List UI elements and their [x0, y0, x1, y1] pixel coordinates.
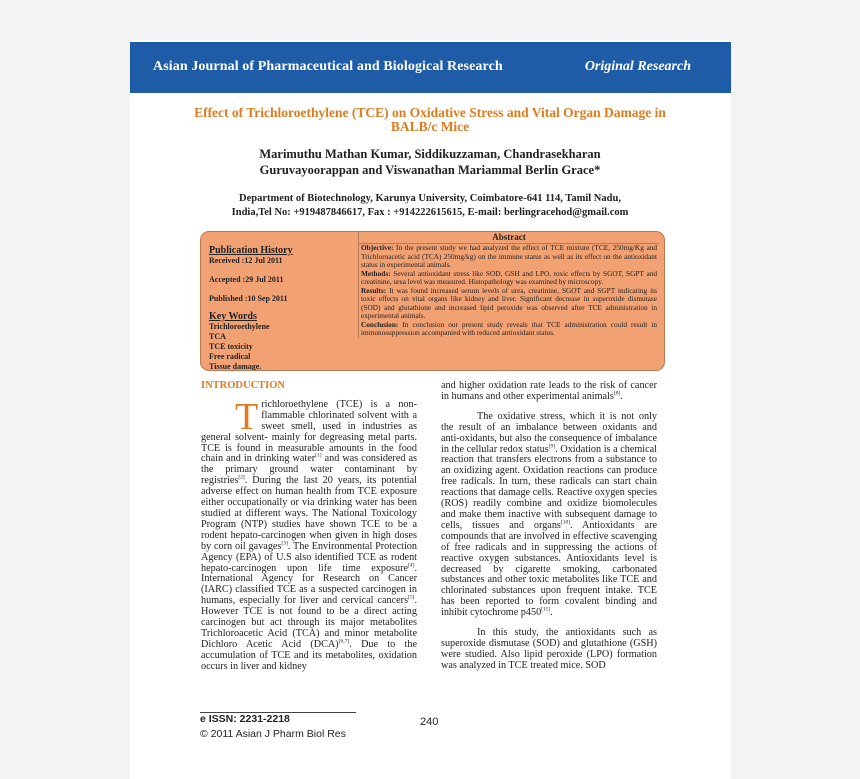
issn: e ISSN: 2231-2218: [200, 713, 290, 725]
journal-page: [130, 40, 731, 779]
affiliation-line-1: Department of Biotechnology, Karunya University, Coimbatore-641 114, Tamil Nadu,: [239, 193, 621, 204]
body-column-left: [201, 381, 417, 673]
abstract-methods: Methods: Several antioxidant stress like SOD, GSH and LPO, toxic effects by SGOT, SGPT and creatinine, urea level was measured. Histopathology was examined by microscopy.: [361, 268, 657, 286]
abstract-text: [358, 232, 659, 338]
abstract-box: [200, 231, 665, 371]
intro-paragraph-1-continued: and higher oxidation rate leads to the risk of cancer in humans and other experimental animals[8].: [441, 380, 657, 402]
intro-paragraph-3: In this study, the antioxidants such as superoxide dismutase (SOD) and glutathione (GSH) were studied. Also lipid peroxide (LPO) formation was analyzed in TCE treated mice. SOD: [441, 627, 657, 671]
affiliation-line-2: India,Tel No: +919487846617, Fax : +914222615615, E-mail: berlingracehod@gmail.com: [231, 207, 629, 218]
affiliation: [170, 192, 690, 220]
intro-paragraph-2: The oxidative stress, which it is not only the result of an imbalance between oxidants and anti-oxidants, but also the consequence of imbalance in the cellular redox status[9]. Oxidation is a chemical reaction that transfers electrons from a substance to an oxidizing agent. Oxidation reactions can produce free radicals. In turn, these radicals can start chain reactions that damage cells. Reactive oxygen species (ROS) readily combine and oxidize biomolecules and make them inactive with subsequent damage to cells, tissues and organs[10]. Antioxidants are compounds that are involved in effective scavenging of free radicals and in suppressing the actions of reactive oxygen substances. Antioxidants level is decreased by cigarette smoking, carbonated substances and other toxic metabolites like TCE and chlorinated substances upon frequent intake. TCE has been reported to form covalent binding and inhibit cytochrome p450[11].: [441, 410, 657, 619]
received-date: Received :12 Jul 2011: [209, 256, 283, 265]
author-list: [170, 146, 690, 178]
publication-history-heading: Publication History: [209, 245, 293, 256]
key-word-item: Tissue damage.: [209, 362, 262, 371]
publication-history: [209, 246, 349, 371]
introduction-heading: INTRODUCTION: [201, 380, 286, 391]
key-word-item: TCE toxicity: [209, 342, 253, 351]
abstract-conclusion: Conclusion: In conclusion our present study reveals that TCE administration could result in immunosuppression accompanied with reduced antioxidant status.: [361, 319, 657, 337]
body-column-right: [441, 381, 657, 672]
abstract-heading: Abstract: [359, 232, 659, 244]
author-line-1: Marimuthu Mathan Kumar, Siddikuzzaman, Chandrasekharan: [259, 147, 601, 161]
abstract-results: Results: It was found increased serum levels of urea, creatinine, SGOT and SGPT indicating its toxic effects on vital organs like kidney and liver. Significant decrease in superoxide dismutase (SOD) and glutathione and increased lipid peroxide was observed after TCE administration in experimental animals.: [361, 285, 657, 320]
key-word-item: TCA: [209, 332, 226, 341]
page-number: 240: [420, 716, 439, 728]
key-word-item: Free radical: [209, 352, 251, 361]
article-title: Effect of Trichloroethylene (TCE) on Oxidative Stress and Vital Organ Damage in BALB/c Mice: [194, 105, 666, 134]
article-type-badge: Original Research: [584, 59, 691, 74]
abstract-objective: Objective: In the present study we had analyzed the effect of TCE mixture (TCE, 250mg/Kg and Trichloroacetic acid (TCA) 250mg/kg) on the immune status as well as its effect on the antioxidant status in experimental animals.: [361, 243, 657, 269]
key-words-heading: Key Words: [209, 311, 257, 322]
key-word-item: Trichloroethylene: [209, 322, 270, 331]
accepted-date: Accepted :29 Jul 2011: [209, 275, 284, 284]
drop-cap: T: [235, 395, 259, 438]
published-date: Published :10 Sep 2011: [209, 294, 288, 303]
copyright: © 2011 Asian J Pharm Biol Res: [200, 728, 346, 740]
intro-paragraph-1: Trichloroethylene (TCE) is a non-flammable chlorinated solvent with a sweet smell, used in industries as general solvent- mainly for degreasing metal parts. TCE is found in measurable amounts in the food chain and in drinking water[1] and was considered as the primary ground water contaminant by registries[2]. During the last 20 years, its potential adverse effect on human health from TCE exposure either occupationally or via drinking water has been studied at different ways. The National Toxicology Program (NTP) studies have shown TCE to be a rodent hepato-carcinogen when given in high doses by corn oil gavages[3]. The Environmental Protection Agency (EPA) of U.S also identified TCE as rodent hepato-carcinogen upon life time exposure[4]. International Agency for Research on Cancer (IARC) classified TCE as a suspected carcinogen in humans, especially for liver and cervical cancers[5]. However TCE is not found to be a direct acting carcinogen but act through its major metabolites Trichloroacetic Acid (TCA) and minor metabolite Dichloro Acetic Acid (DCA)[6,7]. Due to the accumulation of TCE and its metabolites, oxidation occurs in liver and kidney: [201, 395, 417, 672]
author-line-2: Guruvayoorappan and Viswanathan Mariammal Berlin Grace*: [259, 163, 601, 177]
journal-banner: [130, 42, 731, 93]
journal-name: Asian Journal of Pharmaceutical and Biological Research: [153, 59, 503, 74]
